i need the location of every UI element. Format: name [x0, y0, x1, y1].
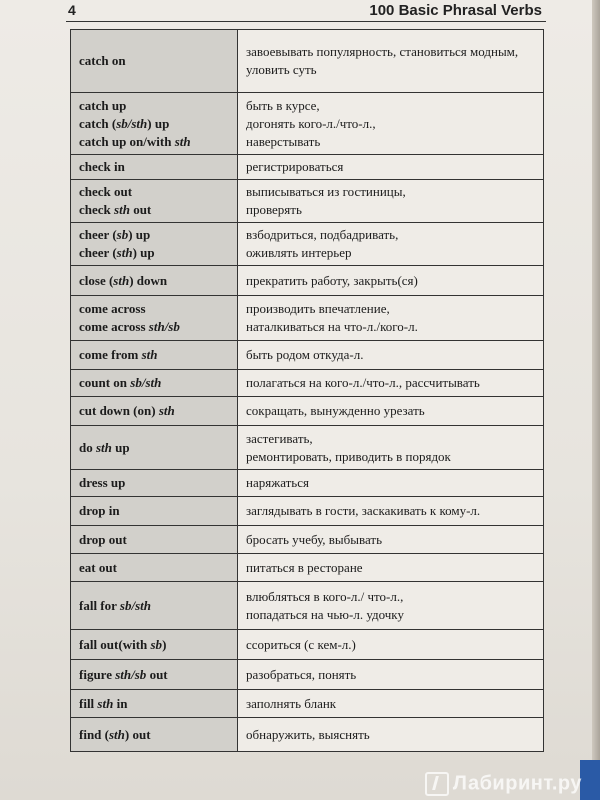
translation: уловить суть — [246, 62, 317, 77]
phrasal-verb: catch (sb/sth) up — [79, 115, 170, 131]
translation-cell — [238, 266, 544, 296]
phrasal-verb: check in — [79, 159, 125, 174]
translation: прекратить работу, закрыть(ся) — [246, 272, 418, 288]
phrasal-verb: do sth up — [79, 439, 130, 455]
translation: оживлять интерьер — [246, 245, 352, 260]
phrasal-verb-cell — [71, 582, 238, 630]
phrasal-verb: catch up — [79, 97, 127, 113]
cover-corner — [580, 760, 600, 800]
table-row — [71, 497, 544, 526]
phrasal-verb-cell — [71, 470, 238, 497]
translation-cell — [238, 718, 544, 752]
table-row — [71, 582, 544, 630]
translation-cell — [238, 93, 544, 155]
table-row — [71, 630, 544, 660]
phrasal-verbs-table — [70, 29, 544, 752]
phrasal-verb: dress up — [79, 475, 126, 490]
translation: быть родом откуда-л. — [246, 347, 364, 362]
phrasal-verb-cell — [71, 397, 238, 426]
translation-cell — [238, 470, 544, 497]
watermark — [425, 772, 582, 796]
phrasal-verb-cell — [71, 554, 238, 582]
translation: застегивать, — [246, 430, 313, 446]
phrasal-verb: close (sth) down — [79, 272, 168, 288]
phrasal-verb-cell — [71, 526, 238, 554]
table-row — [71, 266, 544, 296]
translation: наряжаться — [246, 475, 309, 490]
translation: разобраться, понять — [246, 666, 357, 682]
page-number: 4 — [68, 2, 76, 18]
phrasal-verb-cell — [71, 266, 238, 296]
table-row — [71, 296, 544, 341]
table-row — [71, 397, 544, 426]
translation: сокращать, вынужденно урезать — [246, 403, 425, 418]
phrasal-verb: drop in — [79, 503, 120, 518]
phrasal-verb-cell — [71, 296, 238, 341]
page-header — [0, 0, 600, 26]
phrasal-verb: check sth out — [79, 202, 152, 217]
translation-cell — [238, 397, 544, 426]
translation-cell — [238, 630, 544, 660]
phrasal-verb: catch on — [79, 53, 126, 68]
translation-cell — [238, 370, 544, 397]
table-row — [71, 554, 544, 582]
translation: обнаружить, выяснять — [246, 726, 370, 742]
table-row — [71, 155, 544, 180]
table-row — [71, 30, 544, 93]
translation: быть в курсе, — [246, 97, 320, 113]
translation: завоевывать популярность, становиться модным, — [246, 44, 519, 59]
translation: наверстывать — [246, 133, 321, 149]
translation: производить впечатление, — [246, 301, 390, 316]
table-row — [71, 180, 544, 223]
translation: заполнять бланк — [246, 695, 337, 711]
phrasal-verb-cell — [71, 690, 238, 718]
phrasal-verb-cell — [71, 660, 238, 690]
translation: заглядывать в гости, заскакивать к кому-л. — [246, 503, 481, 518]
phrasal-verb: check out — [79, 184, 133, 199]
translation-cell — [238, 180, 544, 223]
phrasal-verb-cell — [71, 426, 238, 470]
watermark-text: Лабиринт.ру — [452, 772, 582, 795]
phrasal-verb: fill sth in — [79, 695, 128, 711]
page-edge — [592, 0, 600, 800]
header-rule — [66, 21, 546, 22]
phrasal-verb: cheer (sb) up — [79, 227, 151, 242]
phrasal-verb: eat out — [79, 559, 117, 575]
phrasal-verb: cheer (sth) up — [79, 245, 155, 260]
translation-cell — [238, 582, 544, 630]
translation-cell — [238, 426, 544, 470]
phrasal-verb: come across sth/sb — [79, 319, 180, 334]
labirint-logo-icon — [425, 772, 449, 796]
translation-cell — [238, 223, 544, 266]
phrasal-verb-cell — [71, 718, 238, 752]
table-row — [71, 223, 544, 266]
translation: наталкиваться на что-л./кого-л. — [246, 319, 418, 334]
table-row — [71, 341, 544, 370]
translation: попадаться на чью-л. удочку — [246, 606, 404, 622]
translation-cell — [238, 296, 544, 341]
table-row — [71, 426, 544, 470]
translation: взбодриться, подбадривать, — [246, 227, 399, 242]
table-row — [71, 660, 544, 690]
phrasal-verb-cell — [71, 630, 238, 660]
phrasal-verb: fall for sb/sth — [79, 597, 151, 613]
translation-cell — [238, 690, 544, 718]
translation: ссориться (с кем-л.) — [246, 636, 356, 652]
table-row — [71, 470, 544, 497]
translation: питаться в ресторане — [246, 559, 363, 575]
translation-cell — [238, 155, 544, 180]
translation: бросать учебу, выбывать — [246, 531, 383, 547]
translation: выписываться из гостиницы, — [246, 184, 406, 199]
phrasal-verb: drop out — [79, 531, 127, 547]
translation-cell — [238, 660, 544, 690]
phrasal-verb-cell — [71, 30, 238, 93]
table-row — [71, 690, 544, 718]
phrasal-verb-cell — [71, 223, 238, 266]
phrasal-verb: count on sb/sth — [79, 375, 162, 390]
phrasal-verb-cell — [71, 93, 238, 155]
phrasal-verb-cell — [71, 497, 238, 526]
phrasal-verb: figure sth/sb out — [79, 666, 168, 682]
translation: регистрироваться — [246, 159, 344, 174]
phrasal-verb-cell — [71, 180, 238, 223]
translation-cell — [238, 554, 544, 582]
table-row — [71, 370, 544, 397]
translation-cell — [238, 341, 544, 370]
translation: полагаться на кого-л./что-л., рассчитывать — [246, 375, 480, 390]
phrasal-verb: find (sth) out — [79, 726, 151, 742]
table-row — [71, 93, 544, 155]
translation-cell — [238, 497, 544, 526]
phrasal-verb: catch up on/with sth — [79, 133, 191, 149]
phrasal-verb: fall out(with sb) — [79, 636, 167, 652]
phrasal-verb-cell — [71, 341, 238, 370]
book-title: 100 Basic Phrasal Verbs — [369, 2, 542, 19]
phrasal-verb-cell — [71, 155, 238, 180]
translation: догонять кого-л./что-л., — [246, 115, 376, 131]
phrasal-verb: cut down (on) sth — [79, 403, 175, 418]
phrasal-verb: come from sth — [79, 347, 158, 362]
phrasal-verb: come across — [79, 301, 146, 316]
table-row — [71, 526, 544, 554]
translation: ремонтировать, приводить в порядок — [246, 448, 451, 464]
translation-cell — [238, 526, 544, 554]
translation: влюбляться в кого-л./ что-л., — [246, 588, 404, 604]
translation-cell — [238, 30, 544, 93]
phrasal-verb-cell — [71, 370, 238, 397]
translation: проверять — [246, 202, 302, 217]
table-row — [71, 718, 544, 752]
